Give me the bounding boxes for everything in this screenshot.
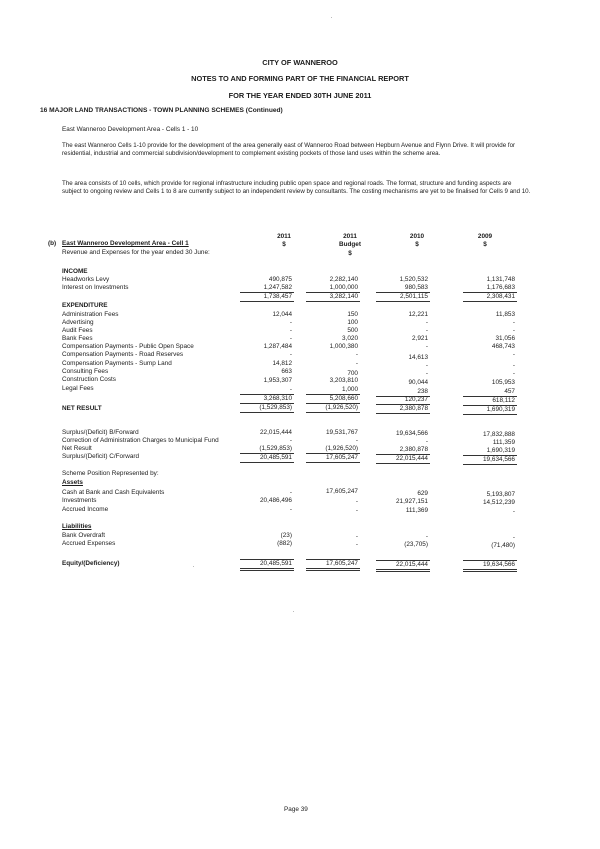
cell-value: - bbox=[289, 386, 292, 393]
cell-value: 22,015,444 bbox=[260, 429, 292, 436]
row-label: Advertising bbox=[62, 319, 94, 326]
rule bbox=[240, 570, 294, 571]
rule bbox=[306, 412, 360, 413]
cell-value: 468,743 bbox=[491, 343, 515, 350]
row-label: Cash at Bank and Cash Equivalents bbox=[62, 489, 165, 496]
cell-value: - bbox=[425, 343, 428, 350]
row-label: Bank Fees bbox=[62, 335, 93, 342]
cell-value: - bbox=[289, 335, 292, 342]
cell-value: 700 bbox=[347, 370, 358, 377]
cell-value: 980,583 bbox=[404, 284, 428, 291]
table-subtitle: Revenue and Expenses for the year ended 30 June: bbox=[62, 249, 210, 256]
col-budget-label: Budget bbox=[338, 241, 361, 248]
cell-value: (1,529,853) bbox=[259, 404, 292, 411]
cell-value: 2,380,878 bbox=[399, 405, 428, 412]
row-label: Administration Fees bbox=[62, 311, 119, 318]
col-budget-unit: $ bbox=[348, 250, 352, 257]
row-label: Audit Fees bbox=[62, 327, 93, 334]
cell-value: - bbox=[512, 351, 515, 358]
cell-value: - bbox=[512, 534, 515, 541]
rule bbox=[376, 569, 430, 570]
cell-value: (882) bbox=[277, 540, 292, 547]
cell-value: 17,605,247 bbox=[326, 560, 358, 567]
cell-value: 2,501,115 bbox=[400, 293, 428, 300]
cell-value: - bbox=[289, 489, 292, 496]
liabilities-heading: Liabilities bbox=[62, 523, 92, 530]
cell-value: 100 bbox=[347, 319, 358, 326]
cell-value: 3,020 bbox=[342, 335, 358, 342]
cell-value: - bbox=[289, 327, 292, 334]
row-label: Consulting Fees bbox=[62, 368, 109, 375]
section-heading: 16 MAJOR LAND TRANSACTIONS - TOWN PLANNING SCHEMES (Continued) bbox=[40, 107, 283, 114]
row-label: Investments bbox=[62, 497, 97, 504]
cell-value: 663 bbox=[281, 368, 292, 375]
assets-heading: Assets bbox=[62, 479, 83, 486]
cell-value: 21,927,151 bbox=[396, 498, 428, 505]
rule bbox=[376, 571, 430, 572]
col-2010-unit: $ bbox=[415, 241, 419, 248]
cell-value: - bbox=[355, 351, 358, 358]
row-label: Accrued Expenses bbox=[62, 540, 116, 547]
cell-value: 2,282,140 bbox=[329, 276, 358, 283]
cell-value: - bbox=[512, 508, 515, 515]
cell-value: - bbox=[512, 362, 515, 369]
row-label: Correction of Administration Charges to Municipal Fund bbox=[62, 437, 219, 444]
cell-value: (71,480) bbox=[491, 542, 515, 549]
cell-value: 17,605,247 bbox=[326, 454, 358, 461]
equity-label: Equity/(Deficiency) bbox=[62, 560, 120, 567]
cell-value: - bbox=[355, 541, 358, 548]
cell-value: 618,112 bbox=[492, 397, 515, 404]
cell-value: 1,520,532 bbox=[399, 276, 428, 283]
cell-value: 629 bbox=[417, 490, 428, 497]
cell-value: - bbox=[425, 370, 428, 377]
rule bbox=[463, 301, 517, 302]
cell-value: 19,634,566 bbox=[483, 456, 515, 463]
cell-value: - bbox=[425, 438, 428, 445]
rule bbox=[240, 568, 294, 569]
col-2010-year: 2010 bbox=[409, 233, 425, 240]
row-label: Surplus/(Deficit) C/Forward bbox=[62, 453, 140, 460]
cell-value: 12,221 bbox=[408, 311, 428, 318]
scan-speck bbox=[331, 17, 332, 18]
cell-value: - bbox=[355, 533, 358, 540]
row-label: Surplus/(Deficit) B/Forward bbox=[62, 429, 139, 436]
rule bbox=[306, 301, 360, 302]
cell-value: - bbox=[512, 327, 515, 334]
income-heading: INCOME bbox=[62, 268, 88, 275]
cell-value: - bbox=[425, 362, 428, 369]
cell-value: 2,380,878 bbox=[399, 446, 428, 453]
rule bbox=[306, 462, 360, 463]
cell-value: 111,359 bbox=[492, 439, 515, 446]
cell-value: 20,485,591 bbox=[260, 454, 292, 461]
cell-value: 20,485,591 bbox=[260, 560, 292, 567]
cell-value: - bbox=[289, 506, 292, 513]
table-label: (b) bbox=[48, 240, 57, 247]
cell-value: - bbox=[425, 533, 428, 540]
row-label: Interest on Investments bbox=[62, 284, 129, 291]
row-label: Headworks Levy bbox=[62, 276, 110, 283]
paragraph-2: The area consists of 10 cells, which provide for regional infrastructure including public open space and regional roads. The format, structure and funding aspects are subject to ongoing review and Cells 1 to 8 are currently subject to an independent review by consultants. The costing mechanisms are yet to be finalised for Cells 9 and 10. bbox=[62, 180, 531, 196]
cell-value: (1,529,853) bbox=[259, 445, 292, 452]
position-heading: Scheme Position Represented by: bbox=[62, 470, 159, 477]
cell-value: 19,531,767 bbox=[326, 429, 358, 436]
cell-value: (1,926,520) bbox=[325, 404, 358, 411]
cell-value: 105,953 bbox=[491, 379, 515, 386]
cell-value: (23) bbox=[280, 532, 292, 539]
row-label: Compensation Payments - Public Open Space bbox=[62, 343, 194, 350]
rule bbox=[463, 571, 517, 572]
report-title: NOTES TO AND FORMING PART OF THE FINANCIAL REPORT bbox=[191, 74, 409, 83]
cell-value: 1,247,582 bbox=[263, 284, 292, 291]
cell-value: 3,268,310 bbox=[263, 395, 292, 402]
cell-value: 3,203,810 bbox=[329, 377, 358, 384]
row-label: Bank Overdraft bbox=[62, 532, 105, 539]
cell-value: - bbox=[425, 327, 428, 334]
rule bbox=[240, 412, 294, 413]
cell-value: 20,486,496 bbox=[260, 497, 292, 504]
cell-value: 19,634,566 bbox=[483, 561, 515, 568]
cell-value: 111,369 bbox=[405, 507, 428, 514]
cell-value: 457 bbox=[504, 388, 515, 395]
row-label: Legal Fees bbox=[62, 385, 94, 392]
cell-value: - bbox=[289, 437, 292, 444]
scan-speck bbox=[293, 611, 294, 612]
cell-value: 1,000,000 bbox=[329, 284, 358, 291]
rule bbox=[463, 414, 517, 415]
report-period: FOR THE YEAR ENDED 30TH JUNE 2011 bbox=[228, 91, 372, 100]
cell-value: 1,000 bbox=[342, 386, 358, 393]
cell-value: 19,634,566 bbox=[396, 430, 428, 437]
cell-value: - bbox=[355, 498, 358, 505]
cell-value: 1,287,484 bbox=[263, 343, 292, 350]
row-label: Compensation Payments - Road Reserves bbox=[62, 351, 184, 358]
row-label: Construction Costs bbox=[62, 376, 116, 383]
cell-value: - bbox=[425, 319, 428, 326]
cell-value: 500 bbox=[347, 327, 358, 334]
cell-value: 17,605,247 bbox=[326, 488, 358, 495]
rule bbox=[240, 462, 294, 463]
cell-value: 1,690,319 bbox=[486, 447, 515, 454]
rule bbox=[376, 413, 430, 414]
cell-value: (1,926,520) bbox=[325, 445, 358, 452]
col-budget-year: 2011 bbox=[343, 233, 357, 240]
net-result-label: NET RESULT bbox=[62, 405, 102, 412]
rule bbox=[306, 570, 360, 571]
cell-value: 1,000,380 bbox=[329, 343, 358, 350]
cell-value: 3,282,140 bbox=[329, 293, 358, 300]
cell-value: 1,690,319 bbox=[486, 406, 515, 413]
rule bbox=[376, 463, 430, 464]
cell-value: 11,853 bbox=[495, 311, 515, 318]
cell-value: 5,193,807 bbox=[486, 491, 515, 498]
cell-value: - bbox=[355, 507, 358, 514]
col-2011-year: 2011 bbox=[277, 233, 291, 240]
cell-value: - bbox=[355, 360, 358, 367]
row-label: Net Result bbox=[62, 445, 92, 452]
row-label: Compensation Payments - Sump Land bbox=[62, 360, 172, 367]
cell-value: 2,921 bbox=[412, 335, 428, 342]
rule bbox=[306, 568, 360, 569]
table-title: East Wanneroo Development Area - Cell 1 bbox=[62, 240, 189, 247]
cell-value: 1,738,457 bbox=[263, 293, 292, 300]
cell-value: - bbox=[355, 437, 358, 444]
cell-value: 14,613 bbox=[408, 354, 428, 361]
paragraph-1: The east Wanneroo Cells 1-10 provide for the development of the area generally east of Wanneroo Road between Hepburn Avenue and Flynn Drive. It will provide for residential, industrial and commercial subdivision/development to complement existing pockets of those land uses within the scheme area. bbox=[62, 142, 516, 158]
col-2009-year: 2009 bbox=[477, 233, 493, 240]
section-subheading: East Wanneroo Development Area - Cells 1 - 10 bbox=[62, 126, 199, 133]
cell-value: 17,832,888 bbox=[483, 431, 515, 438]
cell-value: 22,015,444 bbox=[396, 455, 428, 462]
cell-value: 2,308,431 bbox=[486, 293, 515, 300]
cell-value: 1,131,748 bbox=[486, 276, 515, 283]
col-2011-unit: $ bbox=[282, 241, 286, 248]
cell-value: (23,705) bbox=[404, 541, 428, 548]
org-name: CITY OF WANNEROO bbox=[262, 58, 338, 67]
cell-value: 1,176,683 bbox=[486, 284, 515, 291]
rule bbox=[240, 301, 294, 302]
cell-value: 22,015,444 bbox=[396, 561, 428, 568]
cell-value: 150 bbox=[347, 311, 358, 318]
cell-value: 12,044 bbox=[272, 311, 292, 318]
cell-value: 238 bbox=[417, 388, 428, 395]
scan-speck bbox=[193, 566, 194, 567]
cell-value: 490,875 bbox=[268, 276, 292, 283]
cell-value: - bbox=[512, 370, 515, 377]
cell-value: 120,237 bbox=[404, 396, 428, 403]
rule bbox=[463, 569, 517, 570]
cell-value: 14,812 bbox=[272, 360, 292, 367]
rule bbox=[376, 301, 430, 302]
page-number: Page 39 bbox=[284, 806, 308, 813]
cell-value: 1,953,307 bbox=[263, 377, 292, 384]
cell-value: - bbox=[289, 351, 292, 358]
expenditure-heading: EXPENDITURE bbox=[62, 302, 108, 309]
cell-value: 14,512,239 bbox=[483, 499, 515, 506]
cell-value: 5,208,660 bbox=[329, 395, 358, 402]
cell-value: 31,056 bbox=[495, 335, 515, 342]
cell-value: 90,044 bbox=[408, 379, 428, 386]
cell-value: - bbox=[512, 319, 515, 326]
rule bbox=[463, 464, 517, 465]
row-label: Accrued Income bbox=[62, 506, 109, 513]
col-2009-unit: $ bbox=[483, 241, 487, 248]
cell-value: - bbox=[289, 319, 292, 326]
